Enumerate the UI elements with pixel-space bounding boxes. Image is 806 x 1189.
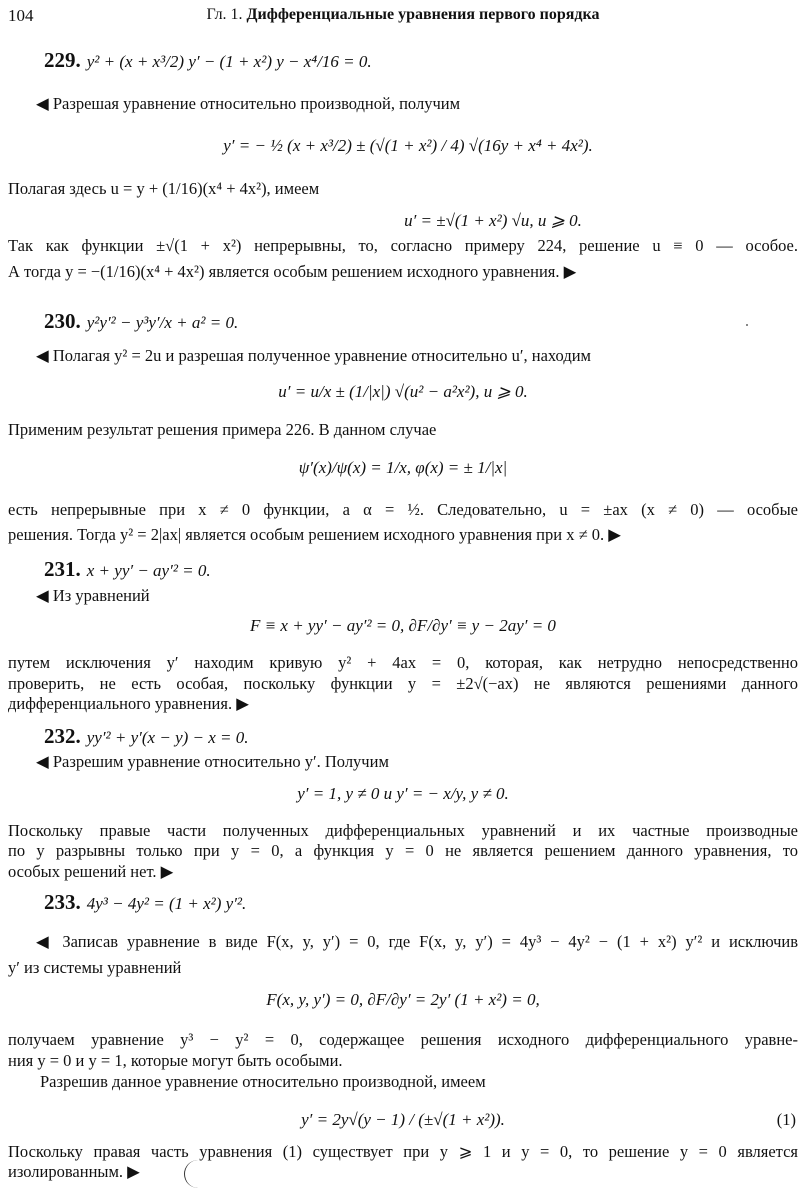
problem-232-heading [44, 724, 249, 749]
solution-text: Разрешив данное уравнение относительно производной, имеем [40, 1072, 486, 1091]
equation-number: (1) [776, 1110, 796, 1129]
problem-statement: y²y′² − y³y′/x + a² = 0. [86, 313, 239, 332]
solution-text: получаем уравнение y³ − y² = 0, содержащее решения исходного дифференциального уравне- [8, 1030, 798, 1049]
problem-233-heading [44, 890, 246, 915]
solution-text: проверить, не есть особая, поскольку функции y = ±2√(−ax) не являются решениями данного [8, 674, 798, 693]
scan-speck [746, 324, 748, 326]
problem-statement: 4y³ − 4y² = (1 + x²) y′². [86, 894, 247, 913]
solution-text: y′ из системы уравнений [8, 958, 182, 977]
problem-number: 232. [44, 724, 81, 748]
problem-number: 230. [44, 309, 81, 333]
chapter-title: Дифференциальные уравнения первого порядка [246, 6, 600, 23]
chapter-label: Гл. 1. [206, 6, 243, 23]
pencil-mark [184, 1160, 199, 1188]
problem-statement: y² + (x + x³/2) y′ − (1 + x²) y − x⁴/16 = 0. [86, 52, 372, 71]
solution-text: изолированным. ▶ [8, 1162, 140, 1181]
solution-text: ◀ Полагая y² = 2u и разрешая полученное уравнение относительно u′, находим [36, 346, 591, 365]
running-header [0, 6, 806, 24]
display-equation: y′ = − ½ (x + x³/2) ± (√(1 + x²) / 4) √(16y + x⁴ + 4x²). [223, 136, 593, 155]
solution-text: ◀ Из уравнений [36, 586, 150, 605]
solution-text: дифференциального уравнения. ▶ [8, 694, 249, 713]
solution-text: А тогда y = −(1/16)(x⁴ + 4x²) является особым решением исходного уравнения. ▶ [8, 262, 577, 281]
solution-text: Поскольку правые части полученных дифференциальных уравнений и их частные производные [8, 821, 798, 840]
solution-text: Поскольку правая часть уравнения (1) существует при y ⩾ 1 и y = 0, то решение y = 0 является [8, 1142, 798, 1161]
page-number: 104 [8, 6, 34, 25]
solution-text: ния y = 0 и y = 1, которые могут быть особыми. [8, 1051, 343, 1070]
display-equation: u′ = ±√(1 + x²) √u, u ⩾ 0. [404, 211, 582, 230]
display-equation: y′ = 1, y ≠ 0 и y′ = − x/y, y ≠ 0. [297, 784, 509, 803]
solution-text: Полагая здесь u = y + (1/16)(x⁴ + 4x²), имеем [8, 179, 320, 198]
display-equation: F ≡ x + yy′ − ay′² = 0, ∂F/∂y′ ≡ y − 2ay′ = 0 [250, 616, 556, 635]
problem-231-heading [44, 557, 211, 582]
solution-text: путем исключения y′ находим кривую y² + 4ax = 0, которая, как нетрудно непосредственно [8, 653, 798, 672]
problem-number: 233. [44, 890, 81, 914]
solution-text: Так как функции ±√(1 + x²) непрерывны, то, согласно примеру 224, решение u ≡ 0 — особое. [8, 236, 798, 255]
display-equation: ψ′(x)/ψ(x) = 1/x, φ(x) = ± 1/|x| [298, 458, 508, 477]
problem-number: 231. [44, 557, 81, 581]
display-equation: u′ = u/x ± (1/|x|) √(u² − a²x²), u ⩾ 0. [278, 382, 528, 401]
solution-text: особых решений нет. ▶ [8, 862, 174, 881]
solution-text: ◀ Разрешая уравнение относительно производной, получим [36, 94, 461, 113]
problem-statement: x + yy′ − ay′² = 0. [86, 561, 211, 580]
display-equation: F(x, y, y′) = 0, ∂F/∂y′ = 2y′ (1 + x²) = 0, [266, 990, 540, 1009]
problem-229-heading [44, 48, 372, 73]
solution-text: Применим результат решения примера 226. В данном случае [8, 420, 437, 439]
display-equation: y′ = 2y√(y − 1) / (±√(1 + x²)). [301, 1110, 505, 1129]
solution-text: ◀ Записав уравнение в виде F(x, y, y′) = 0, где F(x, y, y′) = 4y³ − 4y² − (1 + x²) y′² и исключив [36, 932, 798, 951]
solution-text: есть непрерывные при x ≠ 0 функции, а α = ½. Следовательно, u = ±ax (x ≠ 0) — особые [8, 500, 798, 519]
solution-text: по y разрывны только при y = 0, а функция y = 0 не является решением данного уравнения, то [8, 841, 798, 860]
solution-text: ◀ Разрешим уравнение относительно y′. Получим [36, 752, 389, 771]
solution-text: решения. Тогда y² = 2|ax| является особым решением исходного уравнения при x ≠ 0. ▶ [8, 525, 621, 544]
problem-statement: yy′² + y′(x − y) − x = 0. [86, 728, 249, 747]
problem-number: 229. [44, 48, 81, 72]
problem-230-heading [44, 309, 238, 334]
